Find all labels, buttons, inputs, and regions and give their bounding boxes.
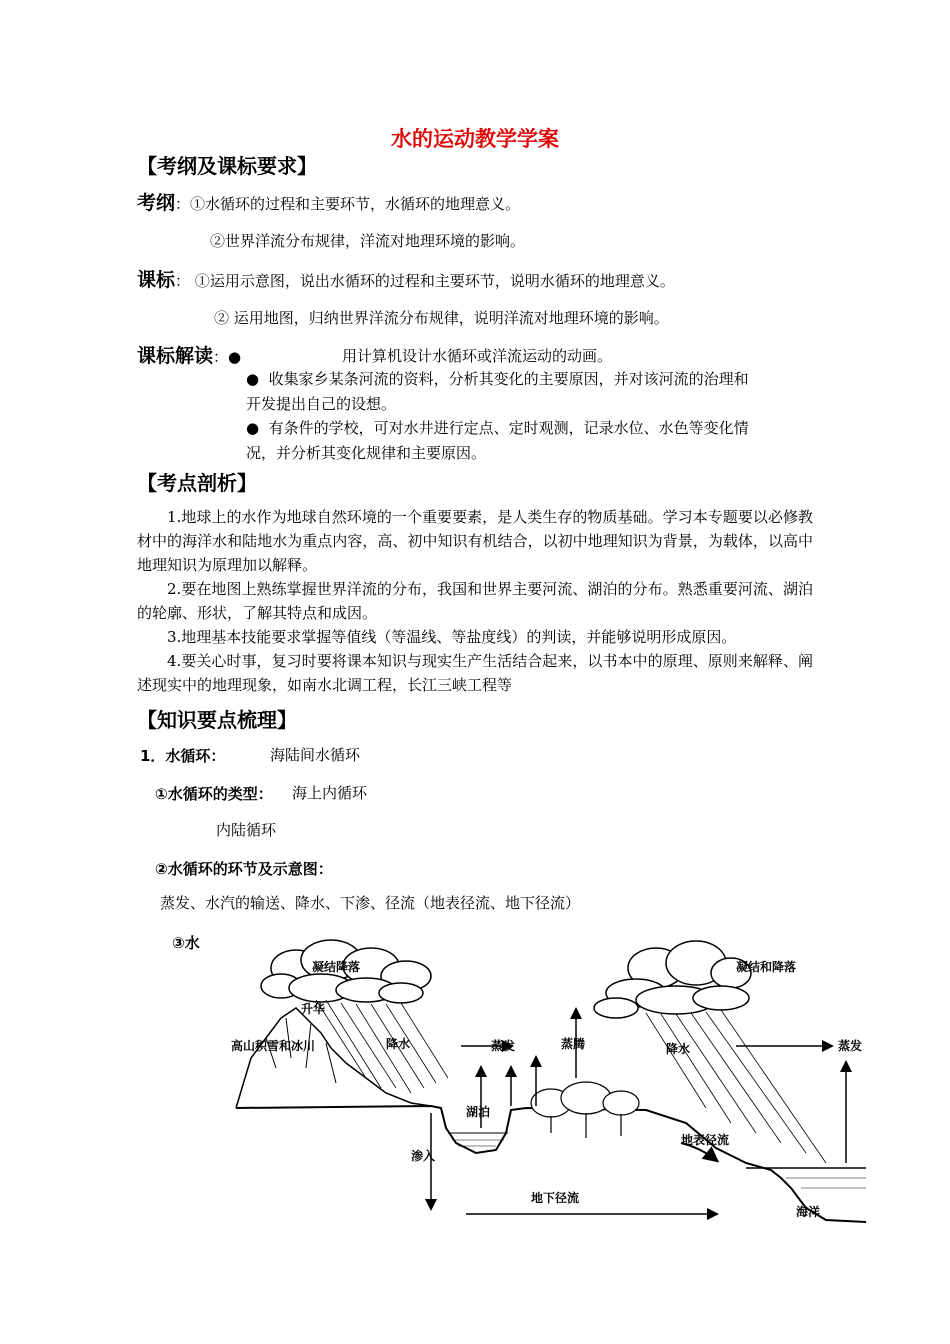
section-heading-requirements: 【考纲及课标要求】 [137, 154, 317, 178]
jiedu-item-1: 用计算机设计水循环或洋流运动的动画。 [342, 347, 613, 365]
water-cycle-value: 海陆间水循环 [270, 746, 361, 764]
kaogang-item-2: ②世界洋流分布规律，洋流对地理环境的影响。 [210, 232, 526, 250]
label-rain-left: 降水 [386, 1037, 411, 1051]
ocean-icon [746, 1168, 866, 1188]
kebiao-item-2: ② 运用地图，归纳世界洋流分布规律，说明洋流对地理环境的影响。 [214, 309, 669, 327]
cycle-types-label: ①水循环的类型： [155, 785, 273, 803]
bullet-icon: ● [246, 419, 260, 437]
item-3-label: ③水 [172, 934, 200, 952]
cycle-type-2: 内陆循环 [216, 821, 277, 839]
jiedu-item-3: ● 有条件的学校，可对水井进行定点、定时观测，记录水位、水色等变化情 [246, 419, 749, 437]
label-rain-right: 降水 [666, 1042, 691, 1056]
kaogang-line-1: 考纲：①水循环的过程和主要环节，水循环的地理意义。 [137, 192, 521, 214]
cycle-type-1: 海上内循环 [292, 784, 368, 802]
water-cycle-label: 1．水循环： [140, 747, 226, 765]
analysis-paragraph: 1.地球上的水作为地球自然环境的一个重要要素，是人类生存的物质基础。学习本专题要以必修教材中的海洋水和陆地水为重点内容，高、初中知识有机结合，以初中地理知识为背景，为载体，以高中地理知识为原理加以解释。 [137, 508, 813, 574]
cycle-links-text: 蒸发、水汽的输送、降水、下渗、径流（地表径流、地下径流） [160, 894, 581, 912]
jiedu-item-3-cont: 况，并分析其变化规律和主要原因。 [246, 444, 487, 462]
bullet-icon: ● [228, 348, 242, 366]
bullet-icon: ● [246, 370, 260, 388]
label-snow-glacier: 高山积雪和冰川 [231, 1039, 316, 1053]
kebiao-line-1: 课标： ①运用示意图，说出水循环的过程和主要环节，说明水循环的地理意义。 [137, 269, 675, 291]
kaogang-label: 考纲 [137, 192, 176, 214]
cloud-right-icon [594, 941, 751, 1018]
jiedu-item-2-cont: 开发提出自己的设想。 [246, 395, 397, 413]
label-transpiration: 蒸腾 [561, 1037, 586, 1051]
analysis-paragraph: 4.要关心时事，复习时要将课本知识与现实生产生活结合起来，以书本中的原理、原则来解释、阐述现实中的地理现象，如南水北调工程，长江三峡工程等 [137, 652, 813, 694]
jiedu-line-1: 课标解读：● [137, 345, 242, 367]
section-heading-knowledge: 【知识要点梳理】 [137, 708, 297, 732]
jiedu-item-2: ● 收集家乡某条河流的资料，分析其变化的主要原因，并对该河流的治理和 [246, 370, 749, 388]
analysis-paragraphs [137, 505, 813, 697]
label-surface-runoff: 地表径流 [681, 1133, 730, 1147]
label-evap-right: 蒸发 [838, 1039, 863, 1053]
analysis-paragraph: 2.要在地图上熟练掌握世界洋流的分布，我国和世界主要河流、湖泊的分布。熟悉重要河流、湖泊的轮廓、形状，了解其特点和成因。 [137, 580, 813, 622]
kaogang-item-1: ①水循环的过程和主要环节，水循环的地理意义。 [190, 195, 521, 213]
water-cycle-diagram [226, 938, 876, 1234]
page-title: 水的运动教学学案 [391, 127, 559, 151]
label-condense-right: 凝结和降落 [736, 960, 797, 974]
rain-right-icon [646, 1010, 826, 1163]
label-evap-mid: 蒸发 [491, 1039, 516, 1053]
label-condense-left: 凝结降落 [311, 960, 361, 974]
cycle-links-label: ②水循环的环节及示意图： [155, 860, 333, 878]
trees-icon [531, 1082, 639, 1138]
label-sublimation: 升华 [301, 1002, 326, 1016]
mountain-icon [236, 1008, 431, 1108]
analysis-paragraph: 3.地理基本技能要求掌握等值线（等温线、等盐度线）的判读，并能够说明形成原因。 [167, 628, 737, 646]
label-lake: 湖泊 [466, 1105, 491, 1119]
kebiao-label: 课标 [137, 269, 176, 291]
kebiao-item-1: ①运用示意图，说出水循环的过程和主要环节，说明水循环的地理意义。 [194, 272, 675, 290]
label-infiltration: 渗入 [411, 1149, 436, 1163]
label-ocean: 海洋 [796, 1205, 821, 1219]
section-heading-analysis: 【考点剖析】 [137, 471, 257, 495]
jiedu-label: 课标解读 [137, 345, 214, 367]
label-groundwater-runoff: 地下径流 [531, 1191, 580, 1205]
